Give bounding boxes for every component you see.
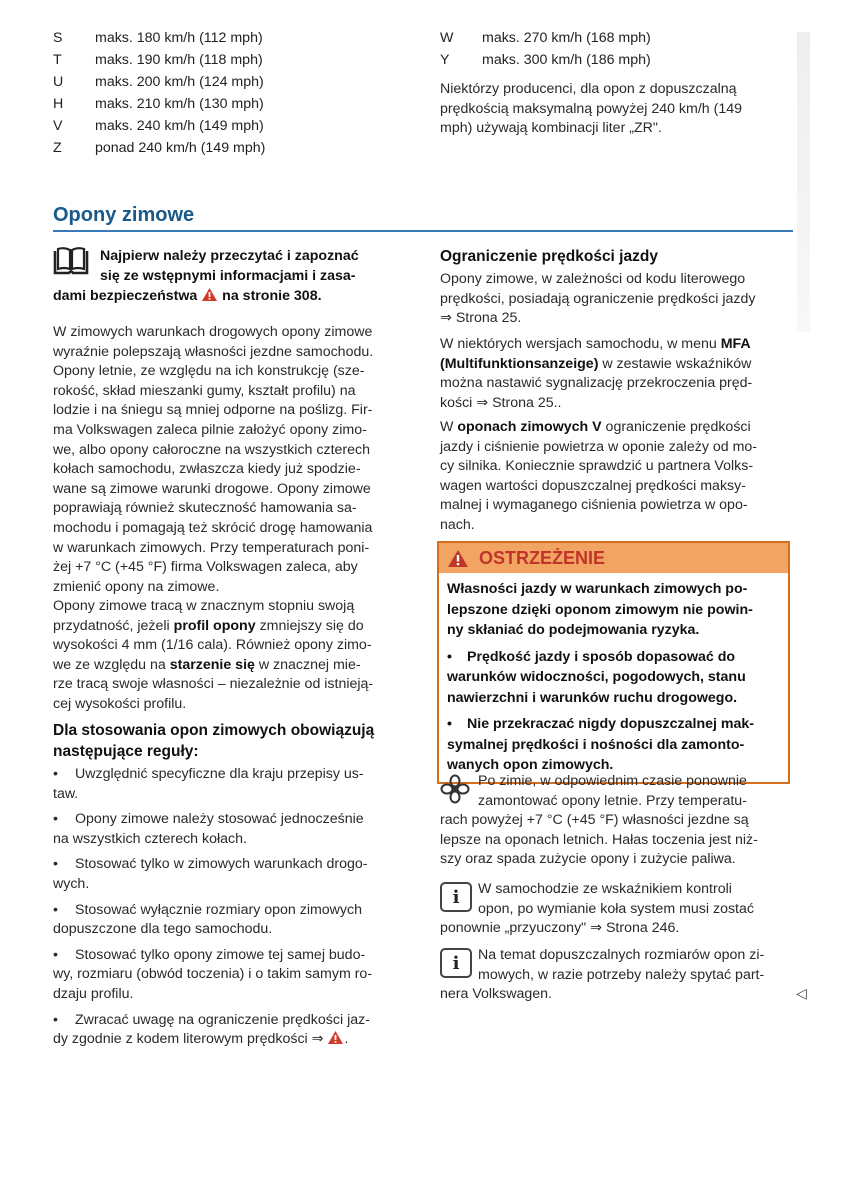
warning-header <box>439 543 788 573</box>
info-note: i Na temat dopuszczalnych rozmiarów opon zi- mowych, w razie potrzeby należy spytać part- nera Volkswagen. <box>440 947 765 1003</box>
flower-environment-icon <box>440 774 470 804</box>
rules-heading: Dla stosowania opon zimowych obowiązują następujące reguły: <box>53 722 375 760</box>
list-item: • Uwzględnić specyficzne dla kraju przepisy us- taw. <box>53 766 364 802</box>
rules-list <box>53 765 403 1050</box>
list-item: • Nie przekraczać nigdy dopuszczalnej mak- symalnej prędkości i nośności dla zamonto- wanych opon zimowych. <box>447 716 754 773</box>
nav-marker: ◁ <box>796 985 807 1001</box>
warning-triangle-icon <box>327 1030 344 1045</box>
info-note: i W samochodzie ze wskaźnikiem kontroli opon, po wymianie koła system musi zostać ponownie „przyuczony" ⇒ Strona 246. <box>440 881 754 937</box>
info-icon: i <box>440 948 472 978</box>
section-title: Opony zimowe <box>53 204 195 226</box>
info-icon: i <box>440 882 472 912</box>
intro-paragraph: W zimowych warunkach drogowych opony zimowe wyraźnie polepszają własności jezdne samochodu. Opony letnie, ze względu na ich konstrukcję (sze- rokość, skład mieszanki gumy, kształt profilu) na lodzie i na śniegu są mniej odporne na poślizg. Fir- ma Volkswagen zaleca pilnie założyć opony zimo- we, albo opony całoroczne na wszystkich czterech kołach samochodu, zwłaszcza kiedy już spodzie- wane są zimowe warunki drogowe. Opony zimowe poprawiają również skuteczność hamowania sa- mochodu i pomagają też skrócić drogę hamowania w warunkach zimowych. Przy temperaturach poni- żej +7 °C (+45 °F) firma Volkswagen zaleca, aby zmienić opony na zimowe. <box>53 324 374 595</box>
warning-box <box>437 541 790 784</box>
list-item: • Opony zimowe należy stosować jednocześnie na wszystkich czterech kołach. <box>53 811 364 847</box>
speed-limit-p1: Opony zimowe, w zależności od kodu literowego prędkości, posiadają ograniczenie prędkości jazdy ⇒ Strona 25. <box>440 271 756 327</box>
environment-note: Po zimie, w odpowiednim czasie ponownie zamontować opony letnie. Przy temperatu- rach powyżej +7 °C (+45 °F) własności jezdne są lepsze na oponach letnich. Hałas toczenia jest niż- szy oraz spada zużycie opony i zużycie paliwa. <box>440 773 758 868</box>
list-item: • Prędkość jazdy i sposób dopasować do warunków widoczności, pogodowych, stanu nawierzchni i warunków ruchu drogowego. <box>447 648 746 706</box>
section-rule <box>53 230 793 232</box>
list-item: • Stosować tylko w zimowych warunkach drogo- wych. <box>53 856 368 892</box>
zr-note: Niektórzy producenci, dla opon z dopuszczalną prędkością maksymalną powyżej 240 km/h (149 mph) używają kombinacji liter „ZR". <box>440 81 743 137</box>
speed-limit-heading: Ograniczenie prędkości jazdy <box>440 248 658 265</box>
page-edge-tab <box>797 32 810 332</box>
list-item: • Stosować wyłącznie rozmiary opon zimowych dopuszczone dla tego samochodu. <box>53 901 363 938</box>
warning-triangle-icon <box>201 287 218 302</box>
warning-triangle-icon <box>447 549 469 568</box>
tread-paragraph: Opony zimowe tracą w znacznym stopniu swoją przydatność, jeżeli profil opony zmniejszy się do wysokości 4 mm (1/16 cala). Również opony zimo- we ze względu na starzenie się w znacznej mie- rze tracą swoje własności – niezależnie od istnieją- cej wysokości profilu. <box>53 598 374 712</box>
list-item: • Stosować tylko opony zimowe tej samej budo- wy, rozmiaru (obwód toczenia) i o takim samym ro- dzaju profilu. <box>53 946 373 1002</box>
speed-limit-p3: W oponach zimowych V ograniczenie prędkości jazdy i ciśnienie powietrza w oponie zależy od mo- cy silnika. Koniecznie sprawdzić u partnera Volks- wagen wartości dopuszczalnej prędkości maksy- malnej i wymaganego ciśnienia powietrza w opo- nach. <box>440 419 758 533</box>
book-icon <box>53 246 89 276</box>
speed-limit-p2: W niektórych wersjach samochodu, w menu MFA (Multifunktionsanzeige) w zestawie wskaźników można nastawić sygnalizację przekroczenia pręd- kości ⇒ Strona 25.. <box>440 336 753 411</box>
warning-title: OSTRZEŻENIE <box>479 547 606 568</box>
list-item: • Zwracać uwagę na ograniczenie prędkości jaz- dy zgodnie z kodem literowym prędkości ⇒ . <box>53 1011 370 1048</box>
warning-content: Własności jazdy w warunkach zimowych po- lepszone dzięki oponom zimowym nie powin- ny skłaniać do podejmowania ryzyka. • Prędkość jazdy i sposób dopasować do warunków widoczności, pogodowych, stanu nawierzchni i warunków ruchu drogowego. • Nie przekraczać nigdy dopuszczalnej mak- symalnej prędkości i nośności dla zamonto- wanych opon zimowych. <box>439 573 788 782</box>
